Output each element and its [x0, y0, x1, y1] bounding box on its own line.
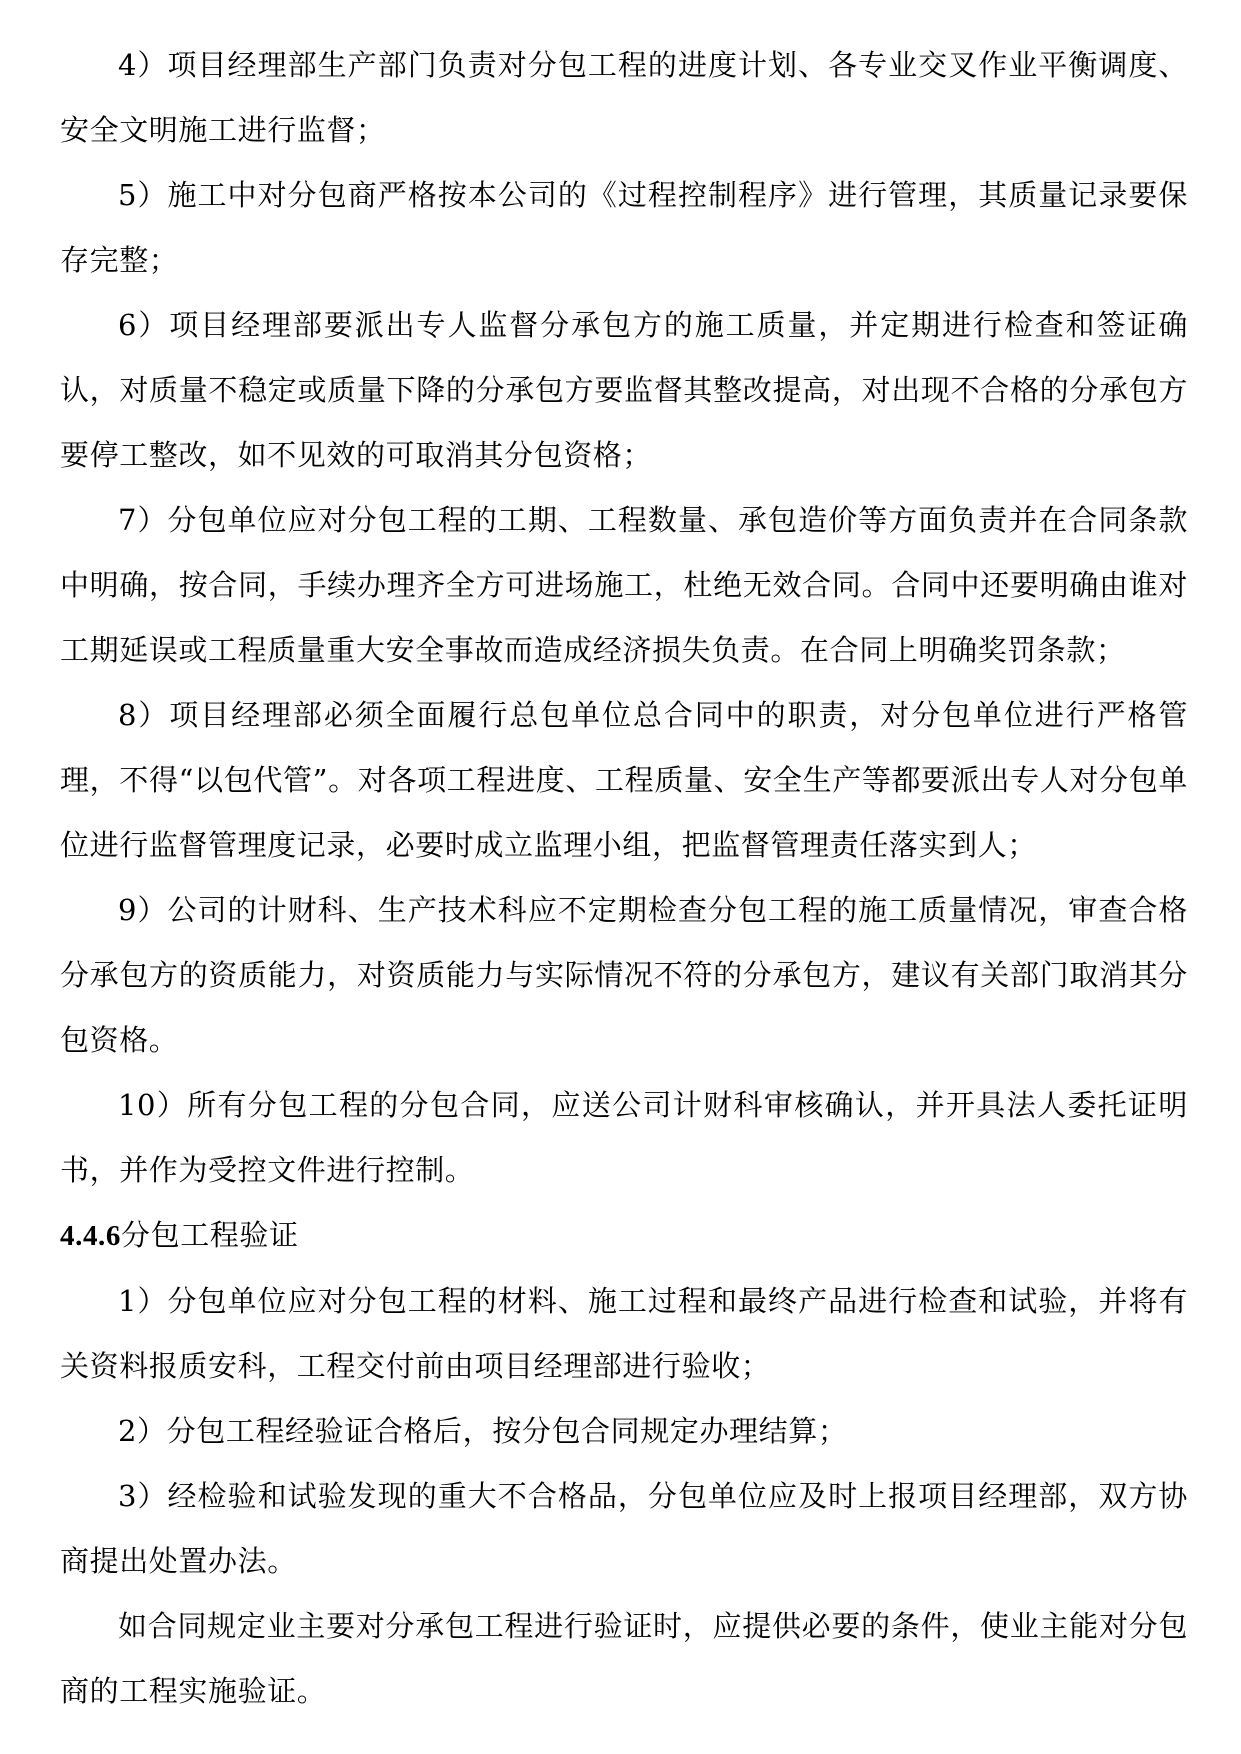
section-title: 分包工程验证 [121, 1218, 299, 1252]
paragraph-item-9: 9）公司的计财科、生产技术科应不定期检查分包工程的施工质量情况，审查合格分承包方的资质能力，对资质能力与实际情况不符的分承包方，建议有关部门取消其分包资格。 [60, 893, 1188, 1057]
verification-item-2: 2）分包工程经验证合格后，按分包合同规定办理结算； [118, 1414, 848, 1448]
paragraph-item-7: 7）分包单位应对分包工程的工期、工程数量、承包造价等方面负责并在合同条款中明确，按合同，手续办理齐全方可进场施工，杜绝无效合同。合同中还要明确由谁对工期延误或工程质量重大安全事故而造成经济损失负责。在合同上明确奖罚条款； [60, 503, 1188, 667]
verification-item-3: 3）经检验和试验发现的重大不合格品，分包单位应及时上报项目经理部，双方协商提出处置办法。 [60, 1479, 1188, 1578]
section-heading [60, 1203, 1188, 1269]
paragraph-item-5: 5）施工中对分包商严格按本公司的《过程控制程序》进行管理，其质量记录要保存完整； [60, 178, 1188, 277]
paragraph-item-4: 4）项目经理部生产部门负责对分包工程的进度计划、各专业交叉作业平衡调度、安全文明施工进行监督； [60, 48, 1188, 147]
verification-note: 如合同规定业主要对分承包工程进行验证时，应提供必要的条件，使业主能对分包商的工程实施验证。 [60, 1609, 1188, 1708]
document-page [60, 33, 1188, 1724]
paragraph-item-8: 8）项目经理部必须全面履行总包单位总合同中的职责，对分包单位进行严格管理，不得“以包代管”。对各项工程进度、工程质量、安全生产等都要派出专人对分包单位进行监督管理度记录，必要时成立监理小组，把监督管理责任落实到人； [60, 698, 1188, 862]
verification-item-1: 1）分包单位应对分包工程的材料、施工过程和最终产品进行检查和试验，并将有关资料报质安科，工程交付前由项目经理部进行验收； [60, 1284, 1188, 1383]
paragraph-item-10: 10）所有分包工程的分包合同，应送公司计财科审核确认，并开具法人委托证明书，并作为受控文件进行控制。 [60, 1088, 1188, 1187]
section-number: 4.4.6 [60, 1220, 121, 1252]
paragraph-item-6: 6）项目经理部要派出专人监督分承包方的施工质量，并定期进行检查和签证确认，对质量不稳定或质量下降的分承包方要监督其整改提高，对出现不合格的分承包方要停工整改，如不见效的可取消其分包资格； [60, 308, 1188, 472]
